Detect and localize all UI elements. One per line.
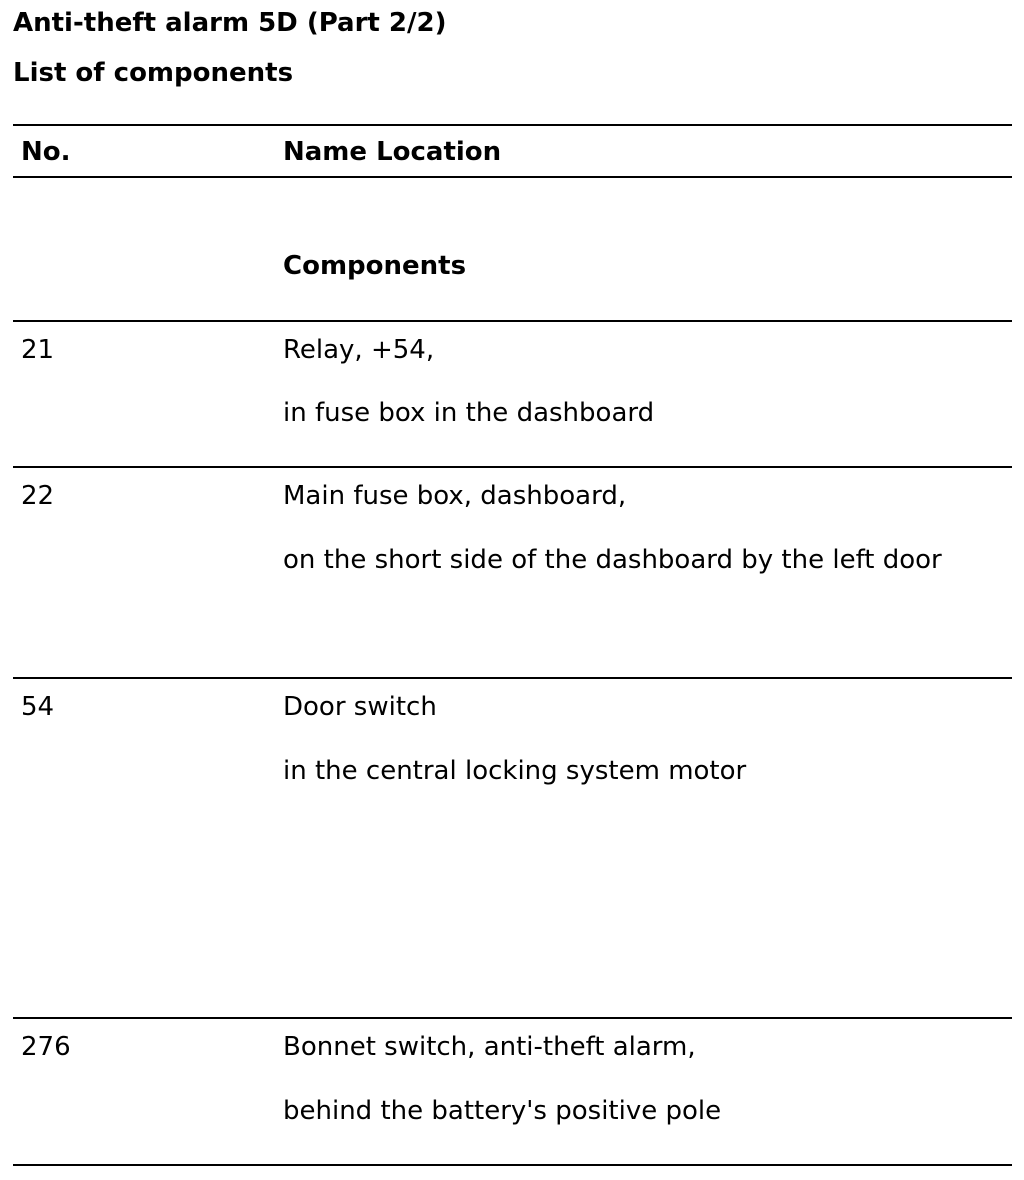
row-number: 21	[21, 335, 55, 365]
row-location: behind the battery's positive pole	[283, 1096, 722, 1126]
row-location: in fuse box in the dashboard	[283, 398, 655, 428]
row-divider	[13, 466, 1012, 468]
row-location: on the short side of the dashboard by the left door	[283, 545, 942, 575]
table-bottom-rule	[13, 1164, 1012, 1166]
column-header-name-location: Name Location	[283, 137, 502, 167]
table-top-rule	[13, 124, 1012, 126]
row-location: in the central locking system motor	[283, 756, 747, 786]
column-header-no: No.	[21, 137, 71, 167]
row-divider	[13, 320, 1012, 322]
table-header-rule	[13, 176, 1012, 178]
row-name: Door switch	[283, 692, 437, 722]
page-subtitle: List of components	[13, 58, 294, 88]
row-name: Bonnet switch, anti-theft alarm,	[283, 1032, 696, 1062]
row-number: 276	[21, 1032, 71, 1062]
section-label: Components	[283, 251, 467, 281]
row-divider	[13, 1017, 1012, 1019]
row-name: Main fuse box, dashboard,	[283, 481, 627, 511]
row-number: 54	[21, 692, 55, 722]
page-title: Anti-theft alarm 5D (Part 2/2)	[13, 8, 447, 38]
row-divider	[13, 677, 1012, 679]
row-number: 22	[21, 481, 55, 511]
row-name: Relay, +54,	[283, 335, 435, 365]
